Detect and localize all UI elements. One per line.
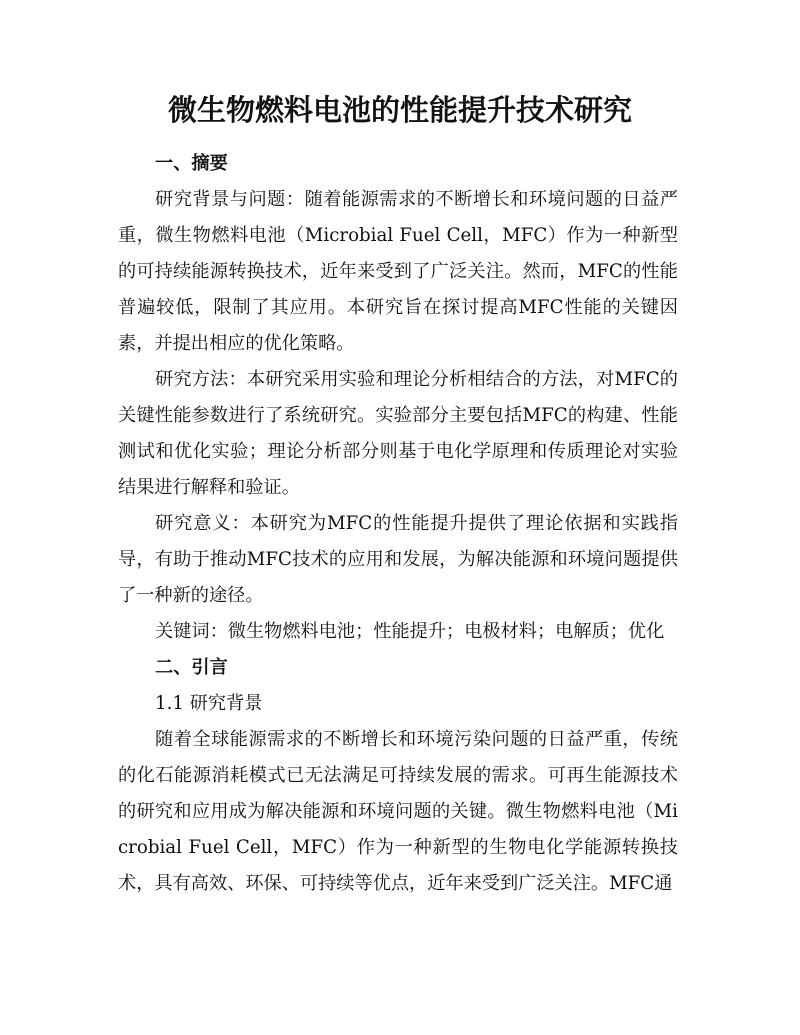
section-heading-introduction: 二、引言 [155,657,228,678]
subsection-heading-research-background: 1.1 研究背景 [155,693,263,714]
introduction-paragraph: 随着全球能源需求的不断增长和环境污染问题的日益严重，传统的化石能源消耗模式已无法满足可持续发展的需求。可再生能源技术的研究和应用成为解决能源和环境问题的关键。微生物燃料电池（Microbial Fuel Cell，MFC）作为一种新型的生物电化学能源转换技术，具有高效、环保、可持续等优点，近年来受到广泛关注。MFC通 [118,729,678,894]
abstract-background-paragraph: 研究背景与问题：随着能源需求的不断增长和环境问题的日益严重，微生物燃料电池（Microbial Fuel Cell，MFC）作为一种新型的可持续能源转换技术，近年来受到了广泛关注。然而，MFC的性能普遍较低，限制了其应用。本研究旨在探讨提高MFC性能的关键因素，并提出相应的优化策略。 [118,189,678,354]
abstract-significance-paragraph: 研究意义：本研究为MFC的性能提升提供了理论依据和实践指导，有助于推动MFC技术的应用和发展，为解决能源和环境问题提供了一种新的途径。 [118,513,678,606]
document-body [118,146,678,902]
keywords-line: 关键词：微生物燃料电池；性能提升；电极材料；电解质；优化 [155,621,665,642]
section-heading-abstract: 一、摘要 [155,153,228,174]
document-title: 微生物燃料电池的性能提升技术研究 [167,93,632,127]
abstract-method-paragraph: 研究方法：本研究采用实验和理论分析相结合的方法，对MFC的关键性能参数进行了系统研究。实验部分主要包括MFC的构建、性能测试和优化实验；理论分析部分则基于电化学原理和传质理论对实验结果进行解释和验证。 [118,369,678,498]
